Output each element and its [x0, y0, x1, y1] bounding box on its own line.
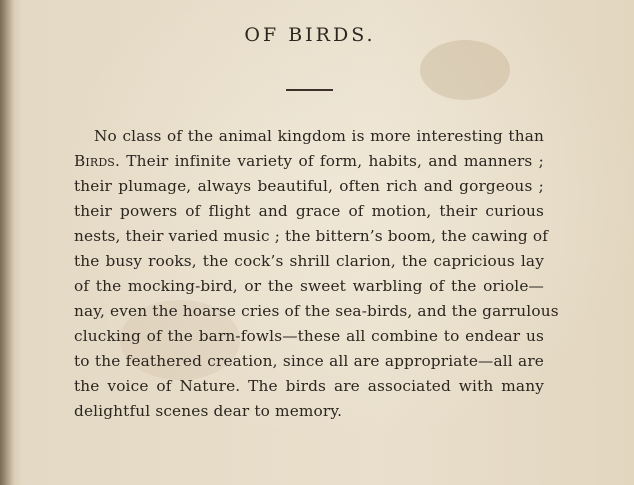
paragraph-line: nay, even the hoarse cries of the sea-birds, and the garrulous: [74, 302, 559, 320]
paragraph-line-text: Their infinite variety of form, habits, and manners ;: [126, 152, 544, 170]
paper-stain: [420, 40, 510, 100]
paragraph: [74, 124, 559, 424]
paragraph-line: [74, 149, 544, 174]
heading-rule: [286, 89, 333, 91]
paragraph-line: delightful scenes dear to memory.: [74, 402, 343, 420]
page-gutter-shadow: [0, 0, 14, 485]
paragraph-line: nests, their varied music ; the bittern’s boom, the cawing of: [74, 227, 549, 245]
chapter-heading: OF BIRDS.: [244, 24, 376, 46]
paragraph-line: clucking of the barn-fowls—these all combine to endear us: [74, 327, 544, 345]
paragraph-line: to the feathered creation, since all are appropriate—all are: [74, 352, 544, 370]
paragraph-line: their powers of flight and grace of motion, their curious: [74, 202, 544, 220]
smallcaps-word: Birds.: [74, 152, 120, 170]
paragraph-line: No class of the animal kingdom is more interesting than: [94, 127, 544, 145]
paragraph-line: the voice of Nature. The birds are associated with many: [74, 377, 544, 395]
paragraph-line: their plumage, always beautiful, often rich and gorgeous ;: [74, 177, 544, 195]
paragraph-line: of the mocking-bird, or the sweet warbling of the oriole—: [74, 277, 544, 295]
paragraph-line: the busy rooks, the cock’s shrill clarion, the capricious lay: [74, 252, 544, 270]
